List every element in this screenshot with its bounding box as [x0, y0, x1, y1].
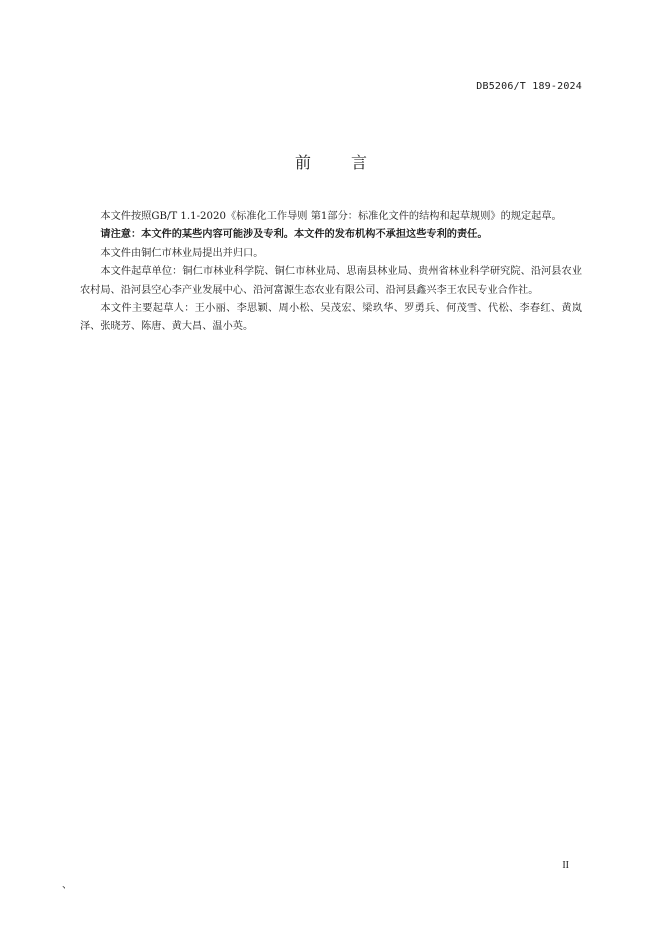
paragraph-drafters: 本文件主要起草人：王小丽、李思颖、周小松、吴茂宏、梁玖华、罗勇兵、何茂雪、代松、李春红、黄岚泽、张晓芳、陈唐、黄大昌、温小英。 — [80, 303, 582, 333]
page-number: II — [562, 860, 569, 871]
paragraph-drafting-rules: 本文件按照GB/T 1.1-2020《标准化工作导则 第1部分：标准化文件的结构和起草规则》的规定起草。 — [100, 211, 562, 222]
document-code: DB5206/T 189-2024 — [476, 81, 582, 92]
page-title — [0, 150, 662, 173]
corner-mark: 、 — [62, 880, 72, 891]
paragraph-proposer: 本文件由铜仁市林业局提出并归口。 — [100, 247, 264, 259]
paragraph-drafting-units: 本文件起草单位：铜仁市林业科学院、铜仁市林业局、思南县林业局、贵州省林业科学研究院、沿河县农业农村局、沿河县空心李产业发展中心、沿河富源生态农业有限公司、沿河县鑫兴李王农民专业合作社。 — [80, 266, 582, 296]
title-char-2: 言 — [351, 153, 368, 172]
paragraph-patent-notice: 请注意：本文件的某些内容可能涉及专利。本文件的发布机构不承担这些专利的责任。 — [100, 229, 488, 241]
foreword-body — [80, 208, 582, 337]
title-char-1: 前 — [294, 153, 311, 172]
